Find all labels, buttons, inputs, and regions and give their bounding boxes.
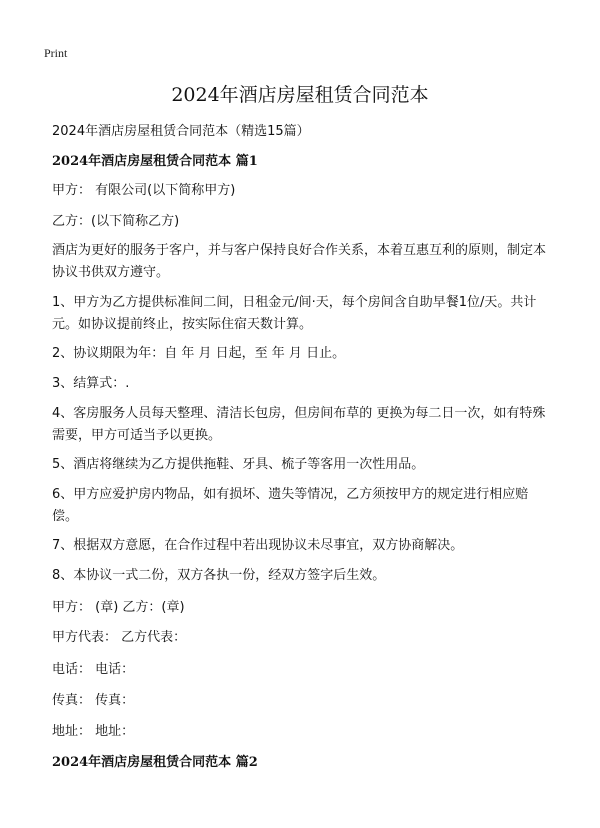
address-line: 地址： 地址： [52,724,135,739]
print-label: Print [44,46,68,60]
party-b-line: 乙方：(以下简称乙方) [52,214,180,229]
section-heading-2: 2024年酒店房屋租赁合同范本 篇2 [52,755,258,770]
signature-seal-line: 甲方： (章) 乙方：(章) [52,600,185,615]
clause-1: 1、甲方为乙方提供标准间二间，日租金元/间·天，每个房间含自助早餐1位/天。共计元。如协议提前终止，按实际住宿天数计算。 [52,295,537,332]
clause-5: 5、酒店将继续为乙方提供拖鞋、牙具、梳子等客用一次性用品。 [52,457,425,472]
section-heading-1: 2024年酒店房屋租赁合同范本 篇1 [52,154,258,169]
representative-line: 甲方代表： 乙方代表： [52,630,187,645]
fax-line: 传真： 传真： [52,693,135,708]
clause-8: 8、本协议一式二份，双方各执一份，经双方签字后生效。 [52,568,386,583]
intro-paragraph: 酒店为更好的服务于客户，并与客户保持良好合作关系，本着互惠互利的原则，制定本协议书供双方遵守。 [52,243,547,280]
phone-line: 电话： 电话： [52,662,135,677]
clause-2: 2、协议期限为年：自 年 月 日起，至 年 月 日止。 [52,346,346,361]
document-subtitle: 2024年酒店房屋租赁合同范本（精选15篇） [52,124,310,139]
party-a-line: 甲方： 有限公司(以下简称甲方) [52,183,236,198]
page-title: 2024年酒店房屋租赁合同范本 [171,84,429,106]
clause-4: 4、客房服务人员每天整理、清洁长包房，但房间布草的 更换为每二日一次，如有特殊需要，甲方可适当予以更换。 [52,406,546,443]
clause-6: 6、甲方应爱护房内物品，如有损坏、遗失等情况，乙方须按甲方的规定进行相应赔偿。 [52,487,529,524]
clause-3: 3、结算式：. [52,376,130,391]
clause-7: 7、根据双方意愿，在合作过程中若出现协议未尽事宜，双方协商解决。 [52,538,464,553]
